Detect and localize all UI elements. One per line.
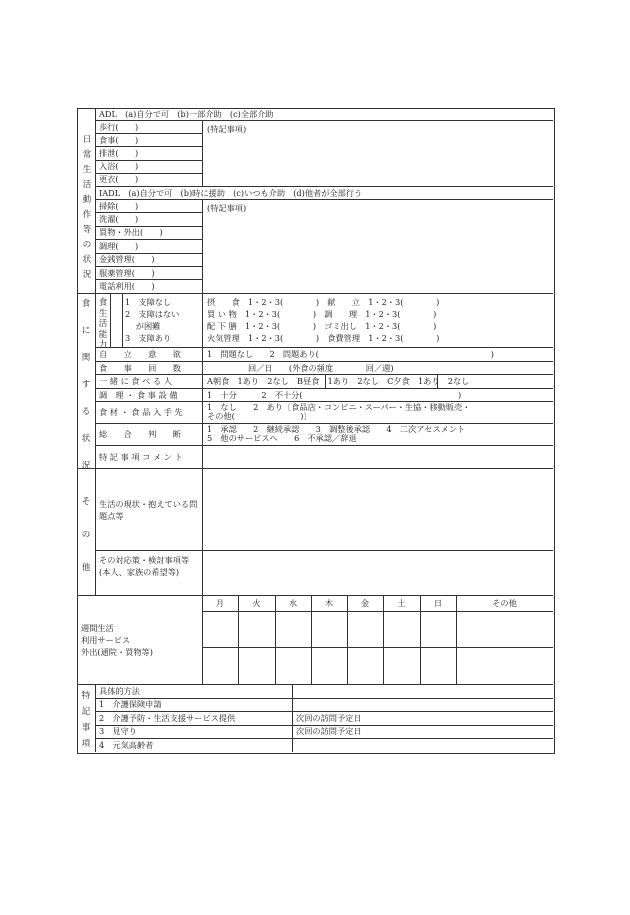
meal-row-value: 回／日 (外食の頻度 回／週)	[207, 362, 394, 373]
special-item: 1 介護保険申請	[99, 699, 162, 710]
meal-row-label: 食 事 回 数	[99, 362, 181, 373]
weekday-header: 金	[360, 598, 370, 608]
special-side-char: 事	[81, 723, 91, 733]
weekday-header: 水	[288, 598, 298, 608]
special-item: 2 介護予防・生活支援サービス提供	[99, 712, 236, 723]
meal-row-value2: その他( )〕	[207, 411, 312, 421]
special-item: 3 見守り	[99, 726, 137, 737]
iadl-item: 電話利用( )	[99, 280, 155, 291]
meal-row-label: 特 記 事 項 コ メ ン ト	[99, 451, 183, 462]
rule-horizontal	[95, 698, 553, 699]
adl-header: ADL (a)自分で可 (b)一部介助 (c)全部介助	[99, 109, 274, 119]
iadl-item: 金銭管理( )	[99, 254, 155, 265]
meal-row-label: 自 立 意 欲	[99, 349, 181, 359]
daily-side-label: 日常生活動作等の状況	[82, 135, 92, 280]
rule-vertical	[202, 595, 203, 684]
special-item: 4 元気高齢者	[99, 739, 154, 750]
rule-vertical	[347, 595, 348, 684]
weekday-header: 火	[252, 598, 261, 608]
adl-item: 食事( )	[99, 134, 139, 145]
meal-row-label: 食 材 ・ 食 品 入 手 先	[99, 407, 183, 417]
other-current-problems: 生活の現状・抱えている問題点等	[99, 499, 198, 521]
ability-option: 2 支障はない	[125, 309, 180, 319]
rule-horizontal	[202, 647, 553, 648]
special-item: 具体的方法	[99, 685, 140, 696]
special-side-char: 記	[81, 707, 91, 717]
adl-item: 排泄( )	[99, 147, 139, 158]
other-countermeasures: その対応策・検討事項等(本人、家族の希望等)	[99, 555, 190, 577]
rule-horizontal	[202, 611, 553, 612]
weekday-header: 日	[433, 598, 443, 608]
other-side-char: の	[81, 530, 91, 540]
weekday-header: 木	[324, 598, 334, 608]
rule-vertical	[275, 595, 276, 684]
next-visit-label: 次回の訪問予定日	[296, 726, 362, 737]
meal-side-char: る	[81, 407, 91, 417]
meal-side-char: 況	[81, 461, 91, 471]
rule-vertical	[325, 374, 326, 388]
ability-option: が困難	[125, 321, 161, 331]
meal-row-value: 1 問題なし 2 問題あり( )	[207, 349, 494, 359]
next-visit-label: 次回の訪問予定日	[296, 712, 362, 723]
iadl-item: 服薬管理( )	[99, 267, 155, 278]
meal-row-label: 一 緒 に 食 べ る 人	[99, 376, 172, 386]
adl-notes-label: (特記事項)	[207, 124, 247, 134]
iadl-item: 調理( )	[99, 240, 139, 251]
iadl-item: 掃除( )	[99, 200, 139, 211]
meal-row-label: 調 理 ・ 食 事 設 備	[99, 389, 178, 400]
ability-grid-row: 配 下 膳 1・2・3( ) ゴミ出し 1・2・3( )	[207, 321, 437, 331]
rule-horizontal	[95, 445, 553, 446]
ability-option: 3 支障あり	[125, 333, 172, 343]
meal-side-char: 関	[81, 353, 91, 363]
meal-row-value: A朝食 1あり 2なし B昼食 1あり 2なし C夕食 1あり 2なし	[207, 376, 470, 386]
adl-item: 歩行( )	[99, 121, 139, 132]
iadl-item: 買物・外出( )	[99, 227, 163, 238]
meal-row-value: 1 十分 2 不十分( )	[207, 389, 462, 400]
meal-ability-label: 食生活能力	[98, 298, 108, 350]
weekday-header: その他	[492, 598, 517, 608]
rule-vertical	[437, 374, 438, 388]
meal-row-value2: 5 他のサービスへ 6 不承認／辞退	[207, 433, 357, 443]
iadl-notes-label: (特記事項)	[207, 203, 247, 213]
rule-vertical	[420, 595, 421, 684]
special-side-char: 項	[81, 739, 91, 749]
other-side-char: 他	[81, 563, 91, 573]
weekday-header: 月	[215, 598, 225, 608]
meal-side-char: 食	[81, 299, 91, 309]
rule-horizontal	[95, 738, 553, 739]
ability-grid-row: 買 い 物 1・2・3( ) 調 理 1・2・3( )	[207, 309, 437, 319]
weekday-header: 土	[397, 598, 406, 608]
rule-vertical	[238, 595, 239, 684]
meal-side-char: 状	[81, 434, 91, 444]
ability-grid-row: 摂 食 1・2・3( ) 献 立 1・2・3( )	[207, 297, 440, 307]
meal-row-label: 総 合 判 断	[99, 429, 181, 439]
meal-row-value: 1 承認 2 継続承認 3 調整後承認 4 二次アセスメント	[207, 424, 466, 434]
rule-vertical	[383, 595, 384, 684]
iadl-header: IADL (a)自分で可 (b)時に援助 (c)いつも介助 (d)他者が全部行う	[99, 188, 363, 198]
ability-option: 1 支障なし	[125, 297, 172, 307]
adl-item: 更衣( )	[99, 174, 139, 185]
meal-side-char: す	[81, 380, 91, 390]
meal-row-value: 1 なし 2 あり〔食品店・コンビニ・スーパー・生協・移動販売・	[207, 402, 471, 412]
weekly-label: 週間生活 利用サービス 外出(通院・買物等)	[81, 623, 153, 657]
rule-vertical	[311, 595, 312, 684]
other-side-char: そ	[81, 497, 91, 507]
rule-vertical	[456, 595, 457, 684]
meal-side-char: に	[81, 326, 91, 336]
rule-horizontal	[95, 374, 553, 375]
adl-item: 入浴( )	[99, 161, 139, 172]
special-side-char: 特	[81, 691, 91, 701]
ability-grid-row: 火気管理 1・2・3( ) 食費管理 1・2・3( )	[207, 333, 440, 343]
iadl-item: 洗濯( )	[99, 213, 139, 224]
